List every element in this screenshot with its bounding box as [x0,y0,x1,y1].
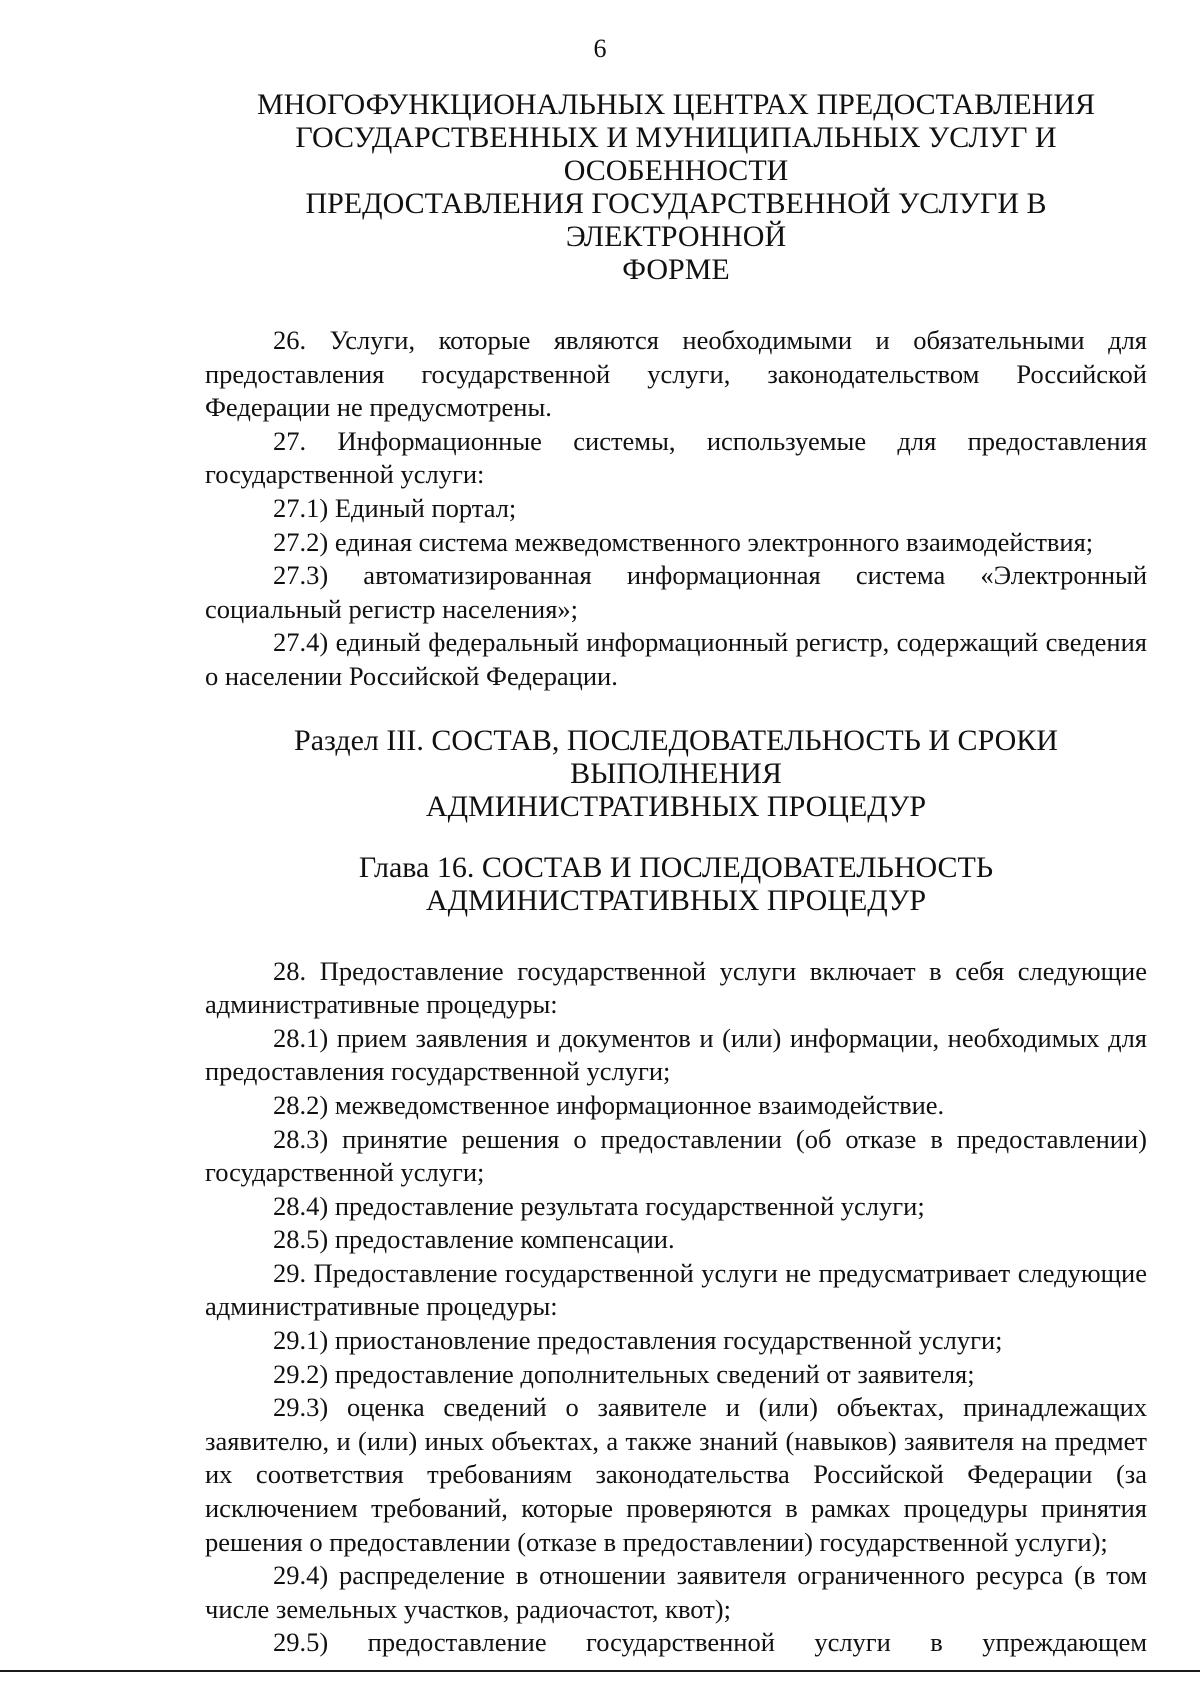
paragraph-26: 26. Услуги, которые являются необходимыми и обязательными для предоставления государственной услуги, законодательством Российской Федерации не предусмотрены. [205,325,1147,423]
heading-line: Глава 16. СОСТАВ И ПОСЛЕДОВАТЕЛЬНОСТЬ [358,850,994,884]
document-body [205,88,1147,1660]
paragraph-27-1: 27.1) Единый портал; [273,492,517,523]
heading-line: ФОРМЕ [622,253,730,286]
heading-line: Раздел III. СОСТАВ, ПОСЛЕДОВАТЕЛЬНОСТЬ И СРОКИ ВЫПОЛНЕНИЯ [294,723,1058,790]
chapter-16-heading [205,851,1147,917]
paragraph-28-2: 28.2) межведомственное информационное взаимодействие. [273,1089,945,1120]
paragraph-28-3: 28.3) принятие решения о предоставлении (об отказе в предоставлении) государственной услуги; [205,1123,1147,1188]
paragraph-29-3: 29.3) оценка сведений о заявителе и (или) объектах, принадлежащих заявителю, и (или) иных объектах, а также знаний (навыков) заявителя на предмет их соответствия требованиям законодательства Российской Федерации (за исключением требований, которые проверяются в рамках процедуры принятия решения о предоставлении (отказе в предоставлении) государственной услуги); [205,1392,1147,1557]
paragraph-28: 28. Предоставление государственной услуги включает в себя следующие административные процедуры: [205,955,1147,1020]
paragraph-29: 29. Предоставление государственной услуги не предусматривает следующие административные процедуры: [205,1257,1147,1322]
paragraph-28-4: 28.4) предоставление результата государственной услуги; [273,1190,925,1221]
paragraph-29-5: 29.5) предоставление государственной услуги в упреждающем [273,1627,1147,1658]
bottom-rule [0,1670,1200,1672]
heading-line: АДМИНИСТРАТИВНЫХ ПРОЦЕДУР [425,883,927,917]
section-heading [205,724,1147,823]
paragraph-28-1: 28.1) прием заявления и документов и (или) информации, необходимых для предоставления государственной услуги; [205,1022,1147,1087]
chapter-heading-continued [205,88,1147,286]
paragraph-27-3: 27.3) автоматизированная информационная система «Электронный социальный регистр населения»; [205,560,1147,624]
paragraph-27-2: 27.2) единая система межведомственного электронного взаимодействия; [273,526,1094,557]
paragraph-27-4: 27.4) единый федеральный информационный регистр, содержащий сведения о населении Российской Федерации. [205,627,1147,691]
paragraph-29-1: 29.1) приостановление предоставления государственной услуги; [273,1325,1003,1356]
page-number: 6 [593,34,607,63]
heading-line: ГОСУДАРСТВЕННЫХ И МУНИЦИПАЛЬНЫХ УСЛУГ И ОСОБЕННОСТИ [295,121,1057,187]
paragraph-29-2: 29.2) предоставление дополнительных сведений от заявителя; [273,1358,975,1389]
paragraph-28-5: 28.5) предоставление компенсации. [273,1224,675,1255]
heading-line: МНОГОФУНКЦИОНАЛЬНЫХ ЦЕНТРАХ ПРЕДОСТАВЛЕНИЯ [256,88,1096,121]
paragraph-29-4: 29.4) распределение в отношении заявителя ограниченного ресурса (в том числе земельных участков, радиочастот, квот); [205,1560,1147,1624]
heading-line: ПРЕДОСТАВЛЕНИЯ ГОСУДАРСТВЕННОЙ УСЛУГИ В ЭЛЕКТРОННОЙ [305,187,1047,253]
paragraph-27: 27. Информационные системы, используемые для предоставления государственной услуги: [205,425,1147,490]
heading-line: АДМИНИСТРАТИВНЫХ ПРОЦЕДУР [425,789,927,823]
